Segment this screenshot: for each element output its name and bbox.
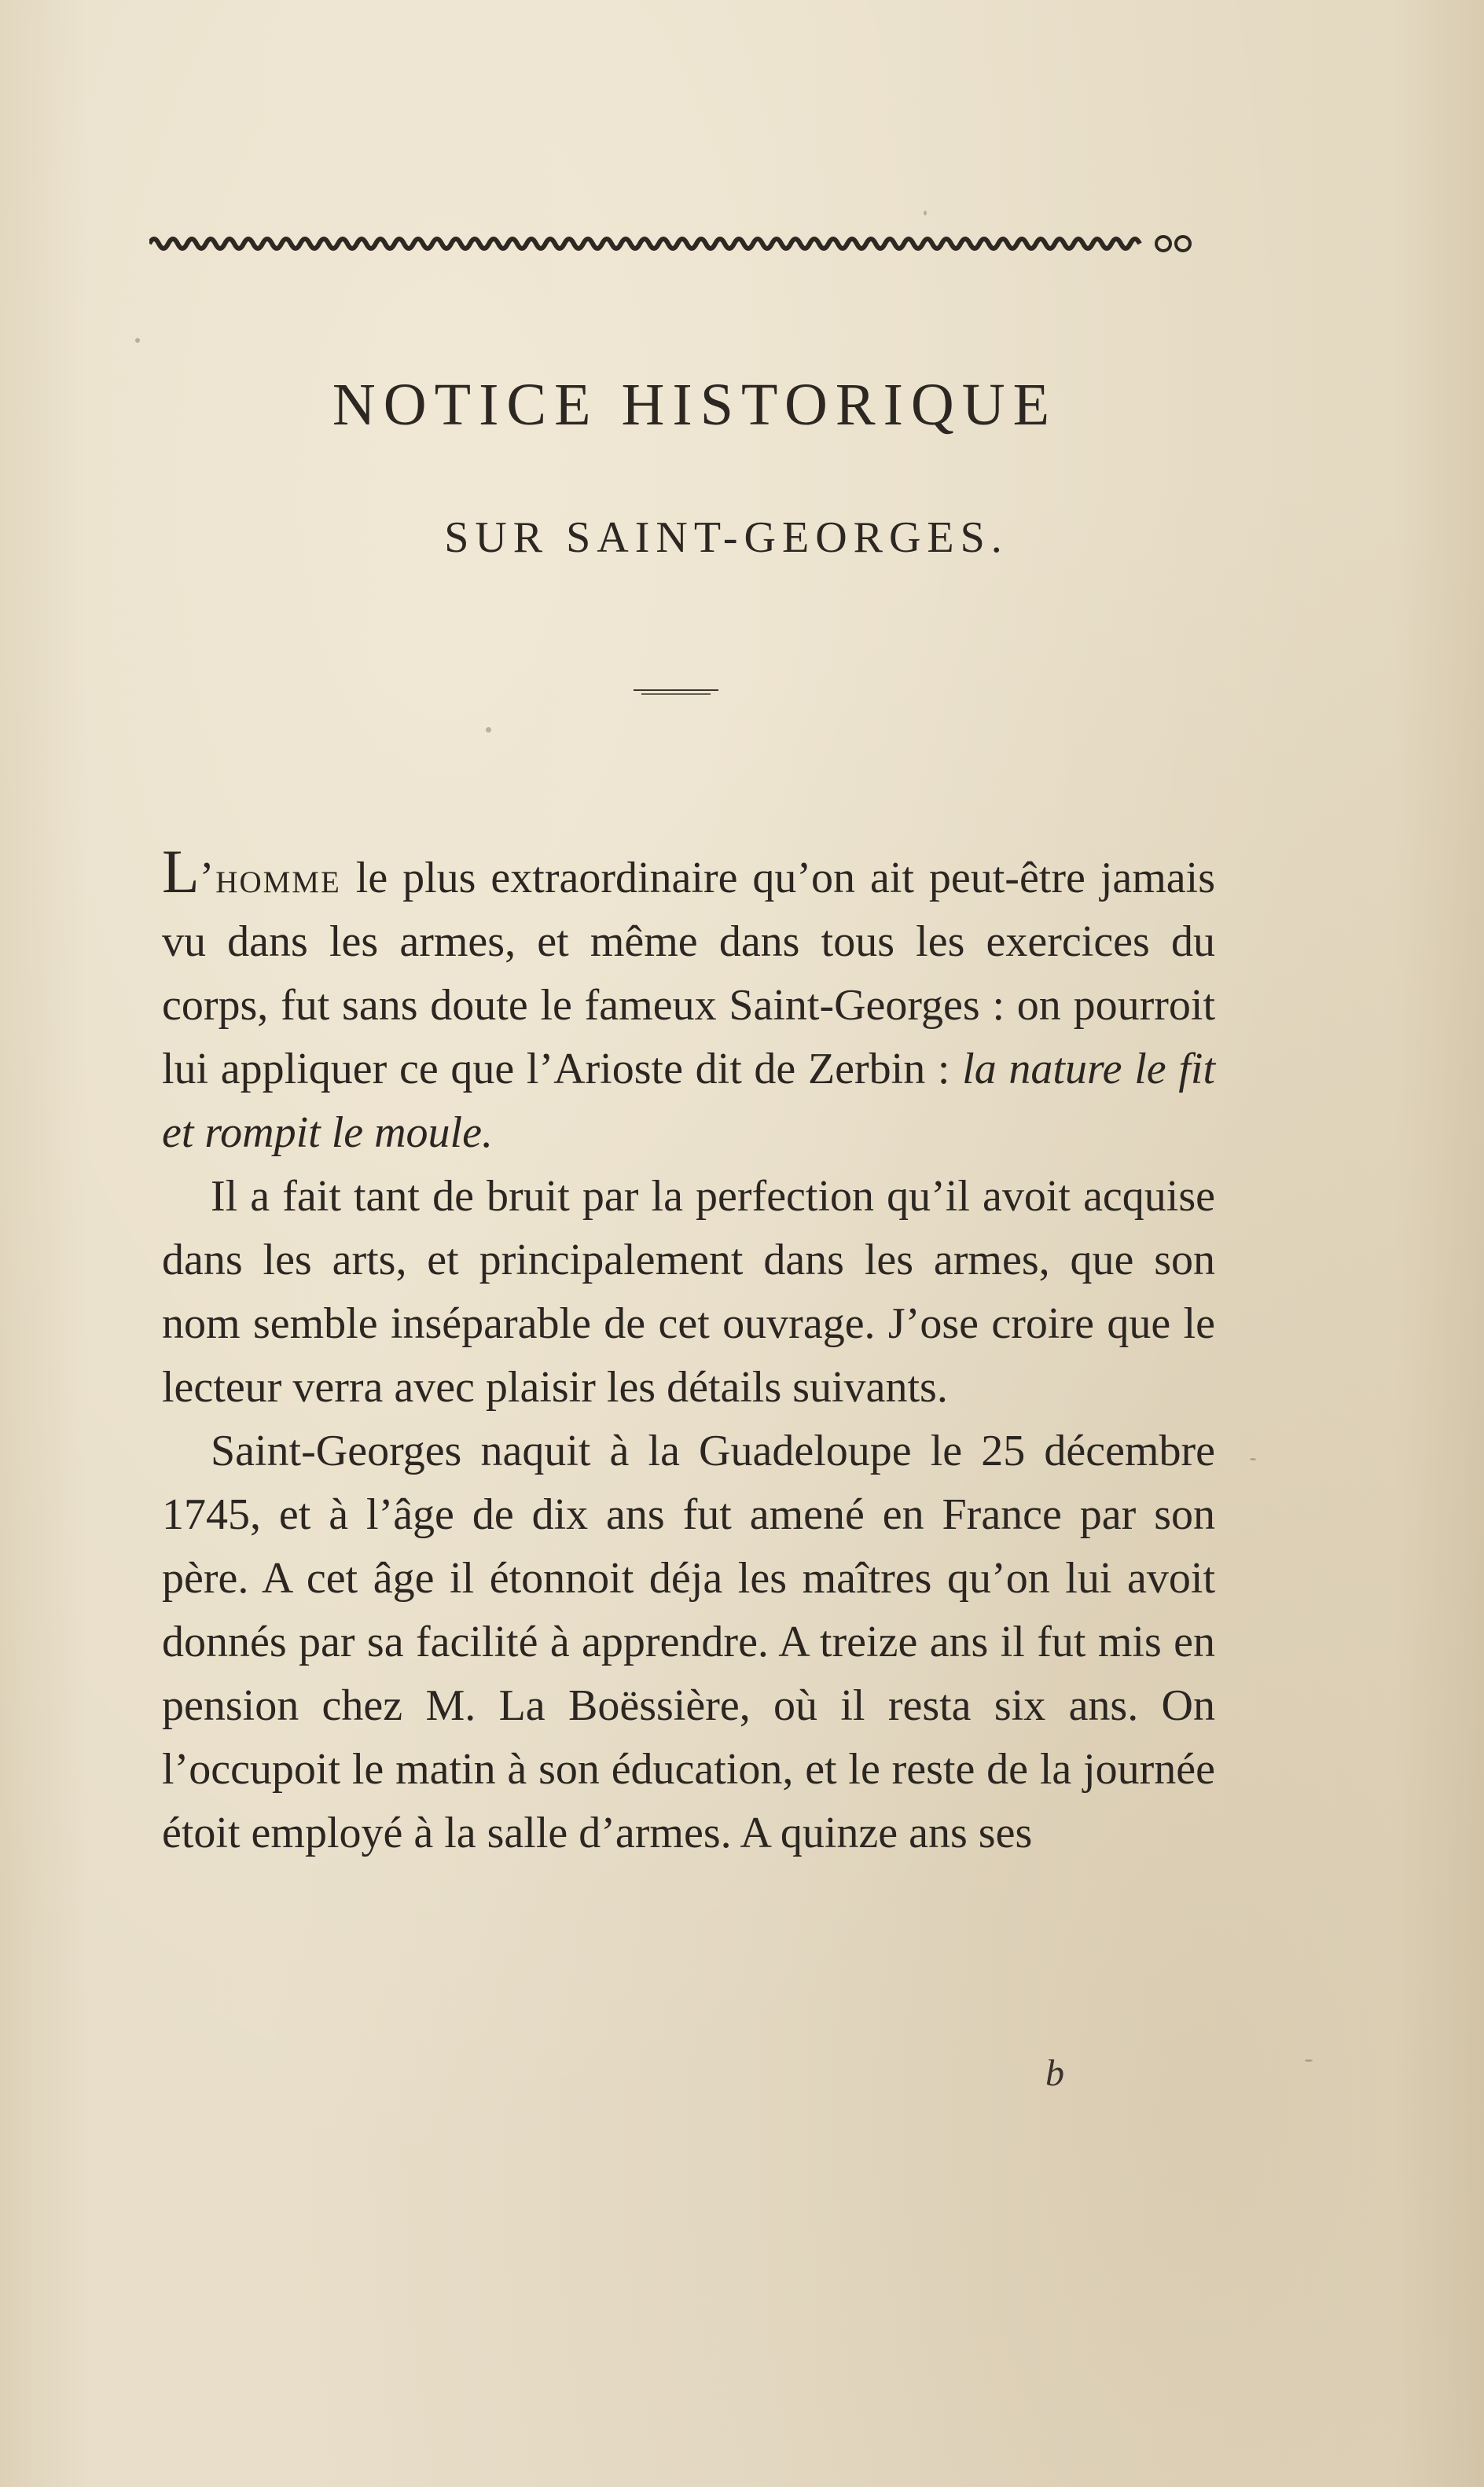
paper-speck xyxy=(135,338,140,343)
smallcaps-word: ’homme xyxy=(199,854,341,902)
paragraph-3: Saint-Georges naquit à la Guadeloupe le 25 décembre 1745, et à l’âge de dix ans fut amené en France par son père. A cet âge il étonnoit déja les maîtres qu’on lui avoit donnés par sa facilité à apprendre. A treize ans il fut mis en pension chez M. La Boëssière, où il resta six ans. On l’occupoit le matin à son éducation, et le reste de la journée étoit employé à la salle d’armes. A quinze ans ses xyxy=(162,1427,1215,1857)
body-text xyxy=(162,837,1215,1865)
paper-speck xyxy=(1250,1458,1256,1460)
ornamental-border xyxy=(149,226,1195,258)
paper-speck xyxy=(486,727,491,733)
paper-speck xyxy=(924,211,927,215)
paper-speck xyxy=(1305,2059,1313,2062)
paragraph-1-text: le plus extraordinaire qu’on ait peut-être jamais vu dans les armes, et même dans tous les exercices du corps, fut sans doute le fameux Saint-Georges : on pourroit lui appliquer ce que l’Arioste dit de Zerbin : xyxy=(162,854,1215,1093)
drop-cap: L xyxy=(162,837,200,906)
paragraph-2: Il a fait tant de bruit par la perfection qu’il avoit acquise dans les arts, et principalement dans les armes, que son nom semble inséparable de cet ouvrage. J’ose croire que le lecteur verra avec plaisir les détails suivants. xyxy=(162,1172,1215,1412)
signature-mark: b xyxy=(1045,2052,1064,2094)
page-title: NOTICE HISTORIQUE xyxy=(332,372,1058,438)
page-subtitle: SUR SAINT-GEORGES. xyxy=(444,513,1008,562)
decorative-rule xyxy=(634,688,718,696)
paragraph-1 xyxy=(162,837,1215,1165)
quotation: la nature le fit et rompit le moule. xyxy=(162,1045,1215,1157)
